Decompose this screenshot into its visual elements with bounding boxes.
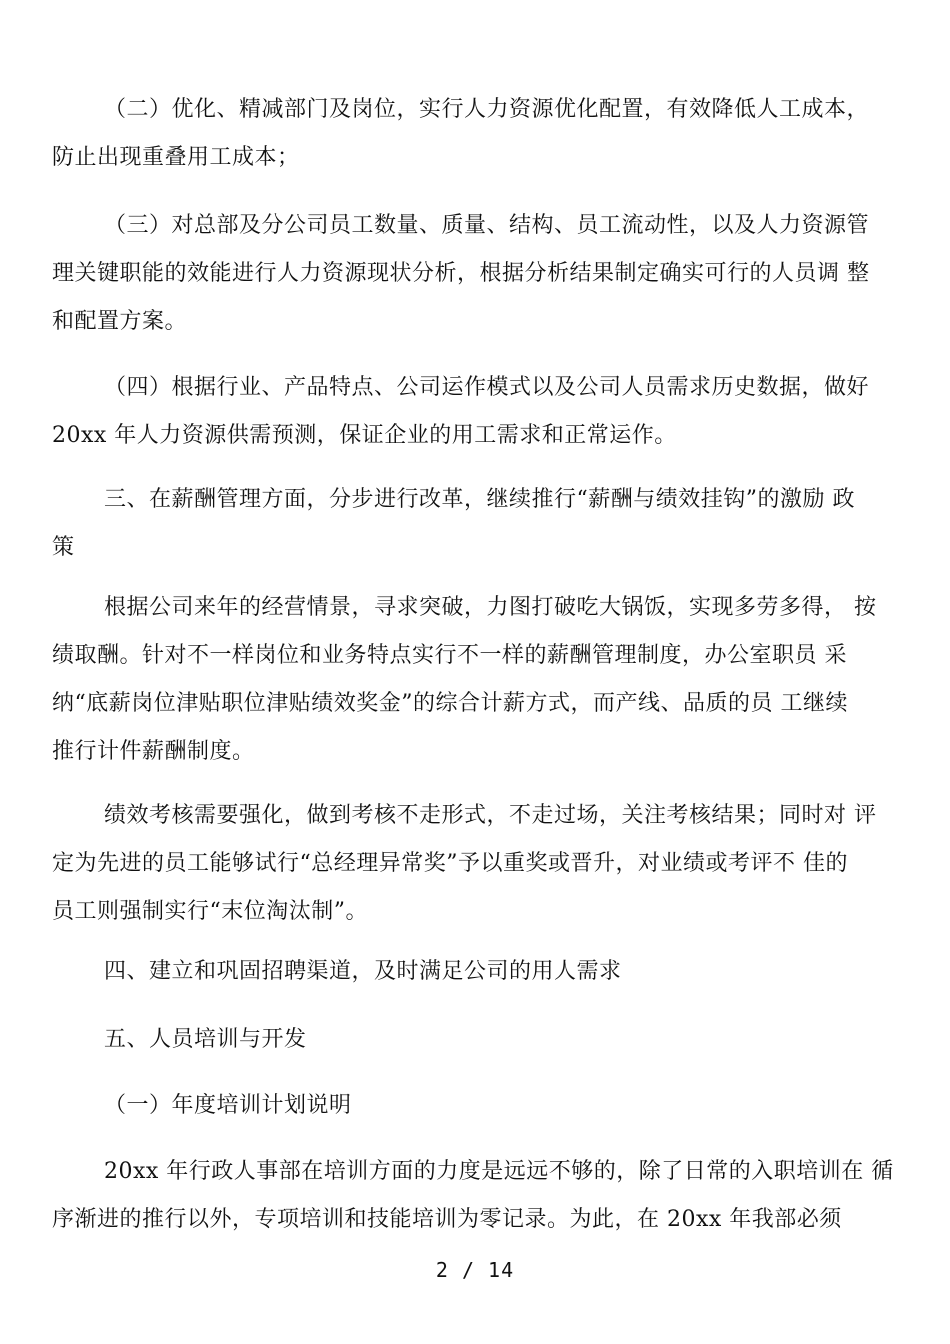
paragraph-salary-detail: [52, 584, 900, 776]
text-line: （一）年度培训计划说明: [104, 1093, 352, 1118]
text-line: 三、在薪酬管理方面，分步进行改革，继续推行“薪酬与绩效挂钩”的激励 政: [104, 487, 855, 512]
text-line: 和配置方案。: [52, 309, 188, 334]
text-line: 序渐进的推行以外，专项培训和技能培训为零记录。为此，在 20xx 年我部必须: [52, 1207, 842, 1232]
text-line: 纳“底薪岗位津贴职位津贴绩效奖金”的综合计薪方式，而产线、品质的员 工继续: [52, 691, 848, 716]
section-heading-training: [52, 1016, 900, 1064]
text-line: 20xx 年行政人事部在培训方面的力度是远远不够的，除了日常的入职培训在 循: [104, 1159, 894, 1184]
text-line: （三）对总部及分公司员工数量、质量、结构、员工流动性，以及人力资源管: [104, 213, 870, 238]
text-line: 绩取酬。针对不一样岗位和业务特点实行不一样的薪酬管理制度，办公室职员 采: [52, 643, 847, 668]
text-line: 20xx 年人力资源供需预测，保证企业的用工需求和正常运作。: [52, 423, 677, 448]
text-line: 推行计件薪酬制度。: [52, 739, 255, 764]
paragraph-4: [52, 364, 900, 460]
section-heading-recruitment: [52, 948, 900, 996]
text-line: 防止出现重叠用工成本；: [52, 145, 300, 170]
paragraph-performance: [52, 792, 900, 936]
text-line: 根据公司来年的经营情景，寻求突破，力图打破吃大锅饭，实现多劳多得， 按: [104, 595, 877, 620]
section-heading-salary: [52, 476, 900, 572]
text-line: 五、人员培训与开发: [104, 1027, 307, 1052]
text-line: 员工则强制实行“末位淘汰制”。: [52, 899, 368, 924]
paragraph-2: [52, 86, 900, 182]
text-line: 策: [52, 535, 75, 560]
paragraph-training-plan: [52, 1148, 900, 1244]
text-line: （四）根据行业、产品特点、公司运作模式以及公司人员需求历史数据，做好: [104, 375, 870, 400]
text-line: 绩效考核需要强化，做到考核不走形式，不走过场，关注考核结果；同时对 评: [104, 803, 877, 828]
text-line: 定为先进的员工能够试行“总经理异常奖”予以重奖或晋升，对业绩或考评不 佳的: [52, 851, 848, 876]
text-line: 理关键职能的效能进行人力资源现状分析，根据分析结果制定确实可行的人员调 整: [52, 261, 870, 286]
subsection-heading-annual-plan: [52, 1082, 900, 1130]
text-line: 四、建立和巩固招聘渠道，及时满足公司的用人需求: [104, 959, 622, 984]
text-line: （二）优化、精减部门及岗位，实行人力资源优化配置，有效降低人工成本，: [104, 97, 870, 122]
page-number: 2 / 14: [435, 1258, 515, 1282]
paragraph-3: [52, 202, 900, 346]
